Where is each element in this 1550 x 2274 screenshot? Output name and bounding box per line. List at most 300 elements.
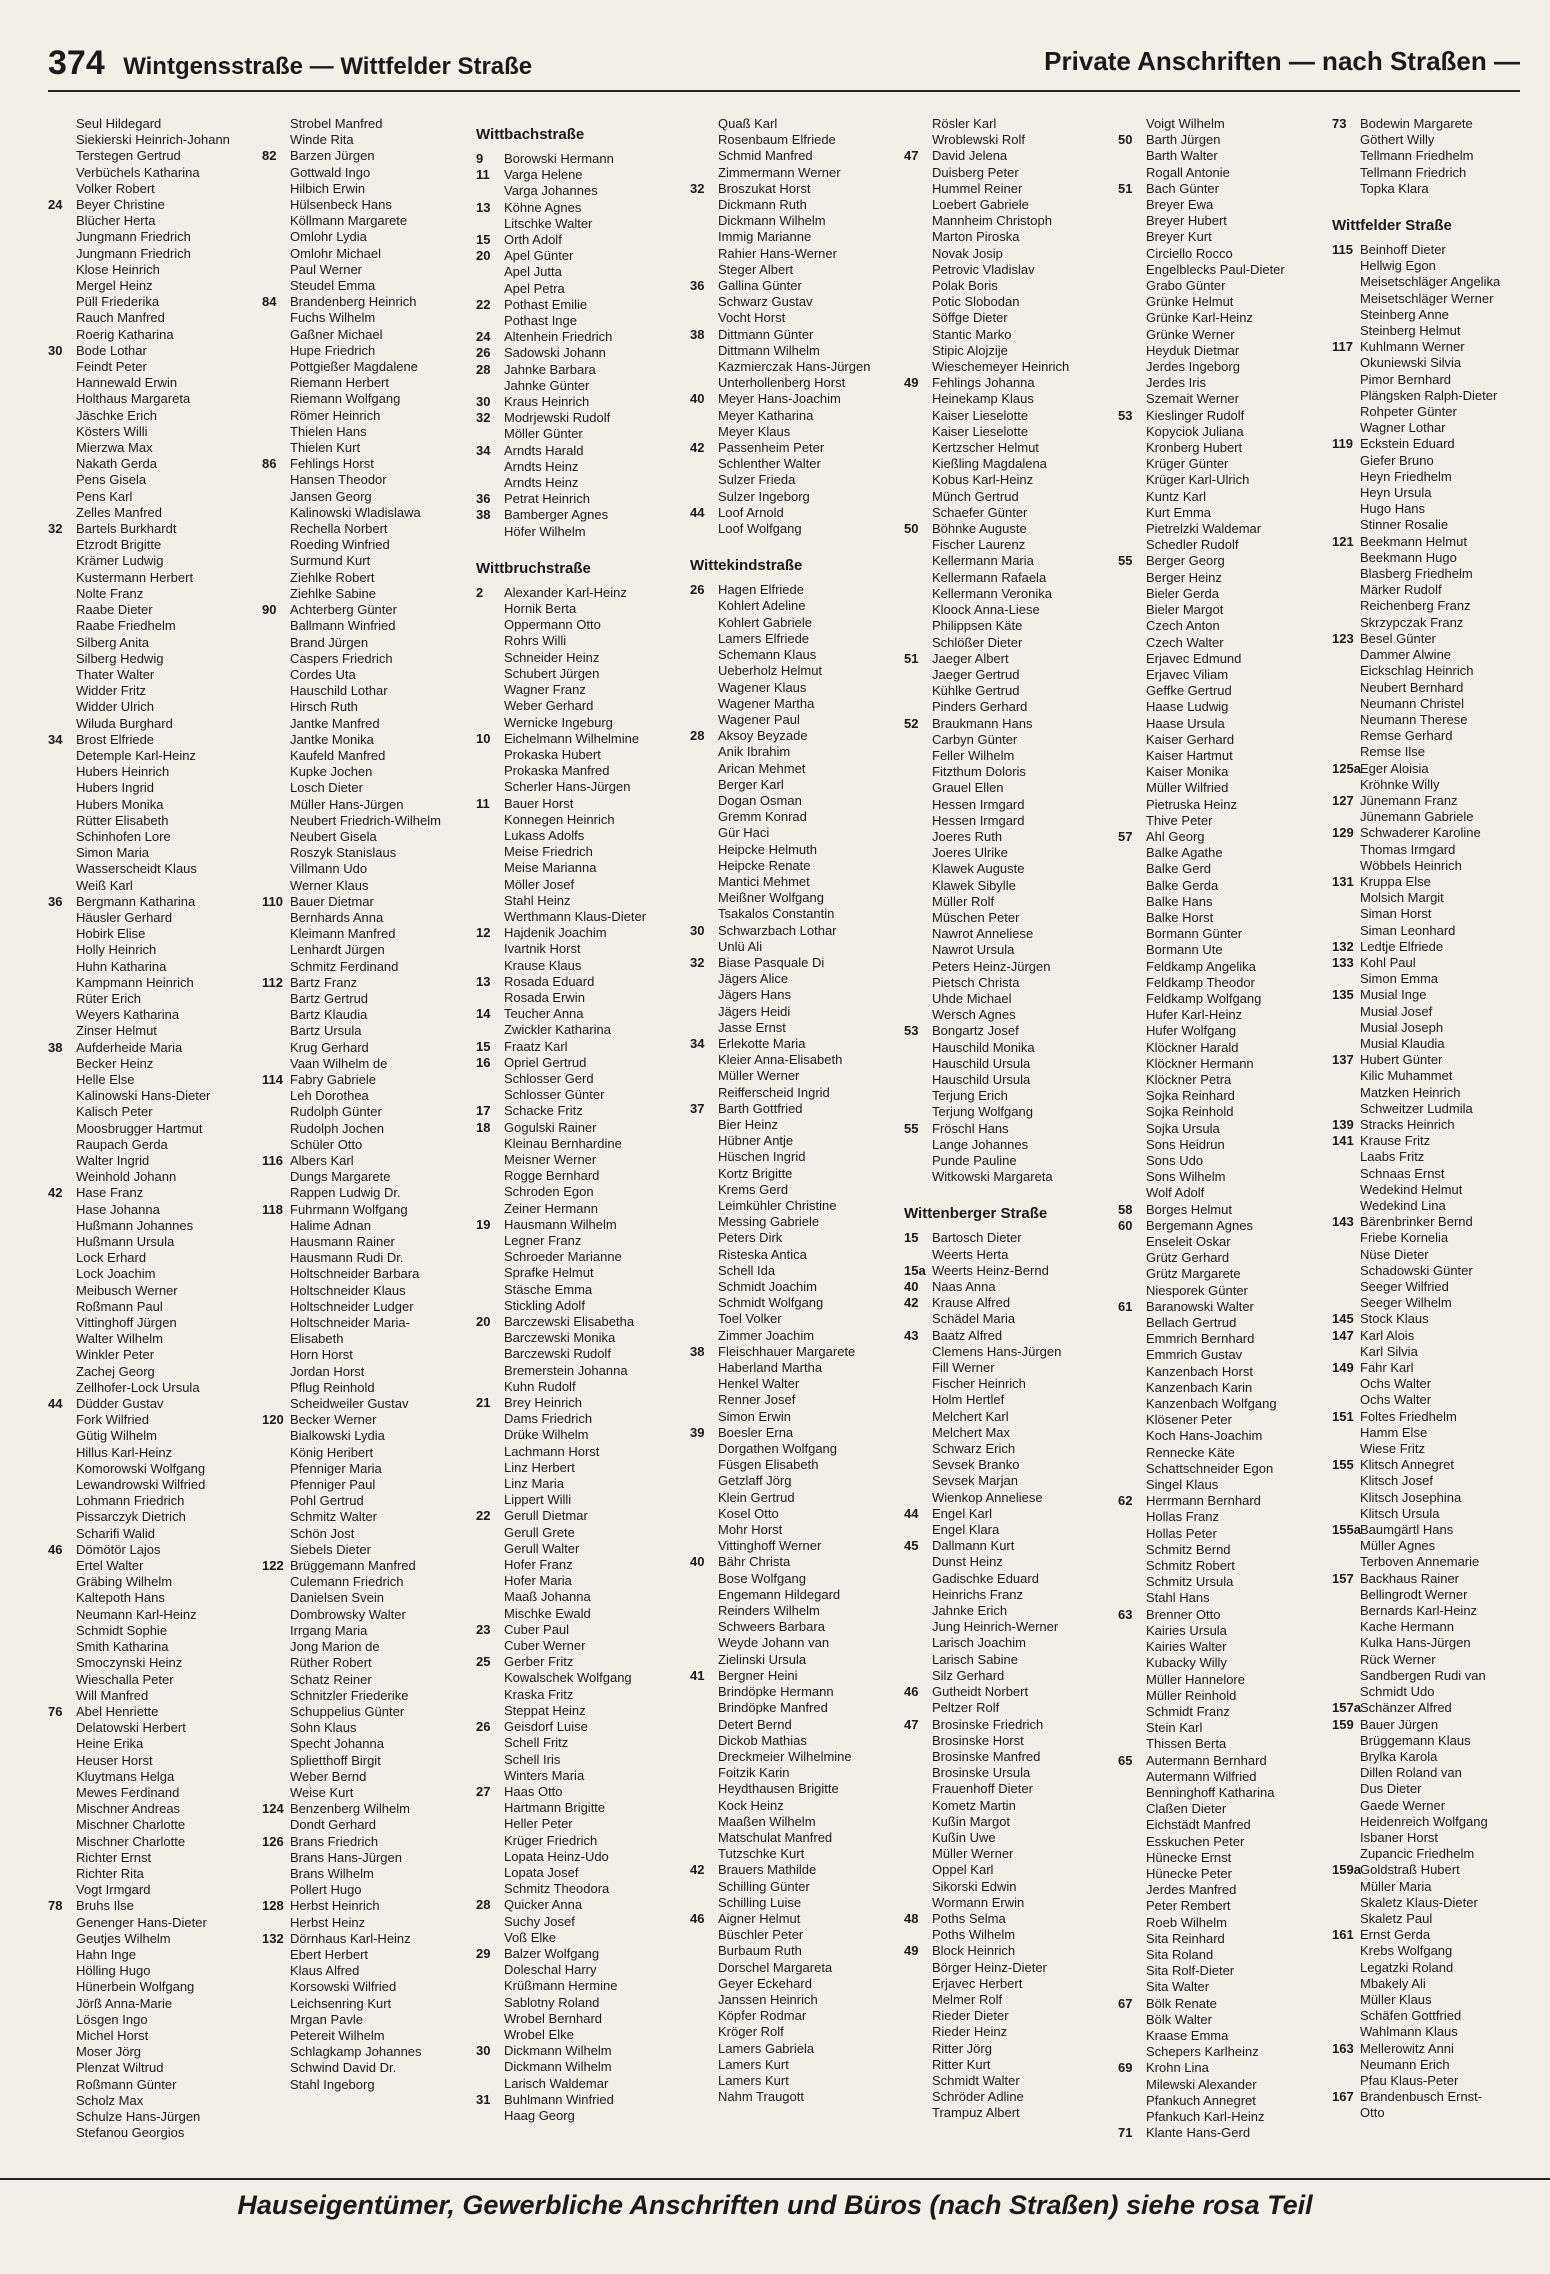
resident-entry [476, 1670, 686, 1686]
house-number: 159a [1332, 1862, 1361, 1878]
resident-entry [262, 1234, 472, 1250]
resident-name: Pfau Klaus-Peter [1360, 2072, 1459, 2088]
house-number: 42 [904, 1295, 919, 1311]
resident-name: Kellermann Maria [932, 553, 1034, 569]
resident-entry [904, 294, 1114, 310]
house-number: 139 [1332, 1116, 1354, 1132]
resident-name: Vogt Irmgard [76, 1882, 151, 1898]
resident-name: Barczewski Elisabetha [504, 1314, 635, 1330]
resident-entry [1118, 748, 1328, 764]
resident-name: Passenheim Peter [718, 440, 825, 456]
resident-name: Stickling Adolf [504, 1297, 585, 1313]
resident-entry [1332, 939, 1542, 955]
house-number: 14 [476, 1006, 491, 1022]
resident-entry [1332, 1490, 1542, 1506]
resident-entry [262, 1477, 472, 1493]
resident-entry [904, 472, 1114, 488]
resident-entry [262, 1396, 472, 1412]
resident-entry [690, 1765, 900, 1781]
resident-name: Köhne Agnes [504, 199, 582, 215]
resident-name: Gerber Fritz [504, 1654, 574, 1670]
resident-entry [476, 1800, 686, 1816]
resident-entry [262, 1672, 472, 1688]
resident-entry [1332, 1166, 1542, 1182]
resident-name: Jerdes Manfred [1146, 1882, 1237, 1898]
resident-entry [1118, 1963, 1328, 1979]
resident-entry [904, 1230, 1114, 1246]
resident-name: Nawrot Ursula [932, 942, 1015, 958]
resident-entry [1118, 1817, 1328, 1833]
resident-entry [1332, 1619, 1542, 1635]
resident-entry [1118, 1704, 1328, 1720]
resident-entry [1118, 197, 1328, 213]
resident-entry [690, 1862, 900, 1878]
resident-entry [48, 1056, 258, 1072]
resident-name: Naas Anna [932, 1279, 996, 1295]
resident-entry [476, 1589, 686, 1605]
resident-entry [1118, 1396, 1328, 1412]
resident-entry [476, 1541, 686, 1557]
resident-entry [48, 262, 258, 278]
resident-name: Hufer Karl-Heinz [1146, 1007, 1243, 1023]
resident-name: Heipcke Helmuth [718, 841, 817, 857]
resident-name: Krüßmann Hermine [504, 1978, 618, 1994]
house-number: 167 [1332, 2089, 1354, 2105]
resident-entry [48, 1412, 258, 1428]
resident-entry [1332, 1603, 1542, 1619]
resident-name: Kußin Uwe [932, 1829, 996, 1845]
resident-name: Jong Marion de [290, 1639, 380, 1655]
resident-entry [476, 1055, 686, 1071]
resident-name: Block Heinrich [932, 1943, 1016, 1959]
resident-entry [690, 874, 900, 890]
resident-entry [476, 1719, 686, 1735]
resident-name: Klitsch Ursula [1360, 1505, 1440, 1521]
resident-name: Biase Pasquale Di [718, 954, 825, 970]
resident-entry [262, 1639, 472, 1655]
resident-name: Bialkowski Lydia [290, 1428, 385, 1444]
resident-name: Polak Boris [932, 278, 998, 294]
resident-entry [1332, 1992, 1542, 2008]
resident-name: Grauel Ellen [932, 780, 1004, 796]
resident-name: Krebs Wolfgang [1360, 1943, 1453, 1959]
resident-name: Lamers Kurt [718, 2056, 789, 2072]
resident-entry [690, 1457, 900, 1473]
resident-name: Drüke Wilhelm [504, 1427, 589, 1443]
resident-name: Okuniewski Silvia [1360, 355, 1462, 371]
resident-name: Kellermann Veronika [932, 585, 1052, 601]
resident-name: Hillus Karl-Heinz [76, 1444, 173, 1460]
resident-entry [262, 699, 472, 715]
resident-entry [476, 1654, 686, 1670]
resident-entry [1332, 566, 1542, 582]
resident-entry [476, 1298, 686, 1314]
resident-name: Balke Gerda [1146, 877, 1219, 893]
resident-entry [262, 553, 472, 569]
resident-entry [1332, 696, 1542, 712]
resident-name: Hupe Friedrich [290, 342, 376, 358]
resident-entry [1332, 534, 1542, 550]
resident-name: Anik Ibrahim [718, 744, 791, 760]
resident-entry [476, 698, 686, 714]
house-number: 32 [690, 954, 705, 970]
resident-name: Schmidt Joachim [718, 1279, 817, 1295]
resident-name: Strobel Manfred [290, 116, 383, 131]
resident-entry [1332, 598, 1542, 614]
resident-entry [262, 602, 472, 618]
resident-entry [476, 1168, 686, 1184]
resident-entry [690, 1911, 900, 1927]
resident-name: Clemens Hans-Jürgen [932, 1343, 1062, 1359]
resident-entry [1118, 1234, 1328, 1250]
resident-name: Zwickler Katharina [504, 1022, 611, 1038]
resident-name: Brenner Otto [1146, 1606, 1221, 1622]
resident-entry [262, 505, 472, 521]
house-number: 44 [690, 504, 705, 520]
resident-name: Boesler Erna [718, 1424, 794, 1440]
house-number: 157a [1332, 1700, 1361, 1716]
resident-name: Baumgärtl Hans [1360, 1522, 1454, 1538]
resident-name: Volker Robert [76, 180, 155, 196]
resident-name: Kubacky Willy [1146, 1655, 1227, 1671]
resident-entry [1332, 323, 1542, 339]
resident-name: Rogge Bernhard [504, 1168, 600, 1184]
resident-entry [48, 1283, 258, 1299]
resident-name: Krüger Karl-Ulrich [1146, 472, 1250, 488]
resident-name: Zachej Georg [76, 1363, 155, 1379]
resident-name: Fuhrmann Wolfgang [290, 1201, 408, 1217]
resident-entry [48, 1007, 258, 1023]
resident-entry [904, 343, 1114, 359]
resident-name: Pollert Hugo [290, 1882, 362, 1898]
resident-name: Schwind David Dr. [290, 2060, 397, 2076]
resident-entry [48, 1234, 258, 1250]
resident-entry [48, 635, 258, 651]
resident-name: Terjung Erich [932, 1088, 1008, 1104]
resident-name: Schnaas Ernst [1360, 1165, 1445, 1181]
resident-entry [262, 570, 472, 586]
resident-entry [690, 521, 900, 537]
resident-entry [904, 278, 1114, 294]
page-header [48, 44, 1520, 92]
house-number: 62 [1118, 1493, 1133, 1509]
resident-name: Dogan Osman [718, 792, 802, 808]
resident-name: Pottgießer Magdalene [290, 359, 418, 375]
resident-name: Geffke Gertrud [1146, 683, 1232, 699]
house-number: 24 [48, 197, 63, 213]
resident-entry [1332, 761, 1542, 777]
resident-entry [1118, 213, 1328, 229]
resident-entry [904, 1992, 1114, 2008]
resident-entry [690, 1311, 900, 1327]
resident-name: Brylka Karola [1360, 1748, 1438, 1764]
resident-name: Milewski Alexander [1146, 2076, 1257, 2092]
resident-entry [48, 1720, 258, 1736]
resident-name: Lukass Adolfs [504, 827, 585, 843]
resident-name: Krüger Friedrich [504, 1832, 598, 1848]
resident-name: Doleschal Harry [504, 1962, 597, 1978]
resident-name: Elisabeth [290, 1331, 344, 1347]
resident-entry [262, 2012, 472, 2028]
resident-name: Müller Werner [932, 1846, 1014, 1862]
resident-name: Hünecke Peter [1146, 1865, 1232, 1881]
resident-entry [262, 1785, 472, 1801]
resident-entry [262, 780, 472, 796]
resident-entry [1118, 1639, 1328, 1655]
resident-entry [904, 116, 1114, 132]
resident-name: Roszyk Stanislaus [290, 845, 397, 861]
resident-name: Hagen Elfriede [718, 582, 804, 598]
house-number: 26 [690, 582, 705, 598]
resident-name: Foltes Friedhelm [1360, 1408, 1457, 1424]
resident-name: Klösener Peter [1146, 1412, 1232, 1428]
resident-entry [1332, 1668, 1542, 1684]
resident-name: Foitzik Karin [718, 1765, 790, 1781]
resident-name: David Jelena [932, 148, 1008, 164]
house-number: 23 [476, 1621, 491, 1637]
resident-name: Rosenbaum Elfriede [718, 132, 836, 148]
resident-name: Lamers Kurt [718, 2072, 789, 2088]
resident-name: Erlekotte Maria [718, 1035, 806, 1051]
resident-entry [1118, 2109, 1328, 2125]
resident-name: Bormann Ute [1146, 942, 1223, 958]
resident-name: Kleinau Bernhardine [504, 1135, 622, 1151]
resident-name: Kupke Jochen [290, 764, 373, 780]
resident-name: Müller Agnes [1360, 1538, 1436, 1554]
resident-name: Bartels Burkhardt [76, 521, 177, 537]
resident-entry [1118, 910, 1328, 926]
resident-name: Helle Else [76, 1071, 135, 1087]
resident-entry [48, 878, 258, 894]
resident-entry [1118, 1364, 1328, 1380]
resident-name: Schlößer Dieter [932, 634, 1023, 650]
resident-name: Scherler Hans-Jürgen [504, 779, 631, 795]
resident-entry [904, 748, 1114, 764]
resident-name: Petrovic Vladislav [932, 261, 1035, 277]
resident-name: Jahnke Günter [504, 377, 590, 393]
resident-entry [476, 1395, 686, 1411]
resident-name: Larisch Waldemar [504, 2075, 609, 2091]
resident-name: Füsgen Elisabeth [718, 1457, 819, 1473]
resident-entry [690, 696, 900, 712]
resident-name: Wedekind Lina [1360, 1198, 1446, 1213]
resident-entry [48, 894, 258, 910]
resident-name: Frauenhoff Dieter [932, 1781, 1033, 1797]
resident-entry [1118, 1104, 1328, 1120]
resident-name: Brosinske Manfred [932, 1748, 1041, 1764]
resident-name: Giefer Bruno [1360, 452, 1434, 468]
resident-name: Klitsch Josephina [1360, 1489, 1462, 1505]
house-number: 147 [1332, 1327, 1354, 1343]
resident-name: Gür Haci [718, 825, 770, 841]
resident-entry [1118, 1445, 1328, 1461]
resident-entry [48, 294, 258, 310]
house-number: 41 [690, 1667, 705, 1683]
resident-name: Bieler Margot [1146, 602, 1224, 618]
resident-entry [48, 116, 258, 132]
resident-name: Omlohr Michael [290, 245, 382, 261]
resident-entry [904, 699, 1114, 715]
resident-name: Teucher Anna [504, 1006, 584, 1022]
resident-name: Singel Klaus [1146, 1477, 1219, 1493]
resident-entry [1332, 890, 1542, 906]
resident-name: Schroden Egon [504, 1184, 594, 1200]
resident-name: Quaß Karl [718, 116, 778, 131]
resident-name: Terjung Wolfgang [932, 1104, 1033, 1120]
resident-name: Wedekind Helmut [1360, 1181, 1463, 1197]
resident-name: Beyer Christine [76, 197, 165, 213]
resident-entry [1332, 307, 1542, 323]
resident-name: Matzken Heinrich [1360, 1084, 1461, 1100]
resident-name: Schlosser Gerd [504, 1070, 594, 1086]
resident-name: Paul Werner [290, 261, 363, 277]
resident-entry [48, 1169, 258, 1185]
resident-name: Ledtje Elfriede [1360, 938, 1444, 954]
house-number: 17 [476, 1103, 491, 1119]
resident-entry [1118, 505, 1328, 521]
resident-entry [262, 1574, 472, 1590]
resident-entry [690, 1927, 900, 1943]
resident-entry [904, 1879, 1114, 1895]
resident-entry [476, 958, 686, 974]
resident-entry [690, 472, 900, 488]
resident-name: Rudolph Günter [290, 1104, 382, 1120]
resident-entry [1118, 2093, 1328, 2109]
resident-name: Bauer Jürgen [1360, 1716, 1439, 1732]
resident-entry [262, 1056, 472, 1072]
street-heading: Wittekindstraße [690, 557, 803, 575]
resident-name: Dungs Margarete [290, 1169, 391, 1185]
resident-entry [690, 1409, 900, 1425]
resident-name: Sevsek Branko [932, 1457, 1020, 1473]
resident-name: Kösters Willi [76, 423, 148, 439]
resident-entry [1118, 1769, 1328, 1785]
house-number: 58 [1118, 1201, 1133, 1217]
street-heading: Wittfelder Straße [1332, 217, 1452, 235]
resident-name: Grünke Karl-Heinz [1146, 310, 1253, 326]
resident-entry [904, 391, 1114, 407]
resident-name: Wagner Lothar [1360, 420, 1446, 436]
resident-entry [904, 375, 1114, 391]
resident-entry [1118, 1996, 1328, 2012]
resident-name: Blasberg Friedhelm [1360, 566, 1473, 582]
resident-entry [262, 1380, 472, 1396]
resident-entry [904, 229, 1114, 245]
resident-name: Barth Jürgen [1146, 132, 1221, 148]
house-number: 46 [904, 1684, 919, 1700]
resident-entry [1118, 1412, 1328, 1428]
resident-entry [476, 1411, 686, 1427]
resident-entry [1332, 1846, 1542, 1862]
resident-entry [904, 1587, 1114, 1603]
resident-name: Voß Elke [504, 1929, 557, 1945]
resident-name: Schuppelius Günter [290, 1703, 405, 1719]
resident-name: Brosinske Horst [932, 1732, 1024, 1748]
resident-entry [904, 553, 1114, 569]
resident-entry [904, 148, 1114, 164]
resident-entry [262, 1072, 472, 1088]
resident-name: Maaßen Wilhelm [718, 1813, 816, 1829]
resident-name: Pothast Emilie [504, 296, 588, 312]
house-number: 15 [476, 1038, 491, 1054]
resident-name: Heinekamp Klaus [932, 391, 1034, 407]
page-number: 374 [48, 44, 105, 82]
house-number: 51 [904, 650, 919, 666]
resident-name: Rüther Robert [290, 1655, 372, 1671]
house-number: 20 [476, 248, 491, 264]
resident-entry [904, 2089, 1114, 2105]
resident-entry [262, 764, 472, 780]
resident-entry [262, 1250, 472, 1266]
resident-entry [1118, 716, 1328, 732]
resident-name: Müller Maria [1360, 1878, 1432, 1894]
resident-name: Vaan Wilhelm de [290, 1055, 388, 1071]
resident-name: Philippsen Käte [932, 618, 1023, 634]
resident-entry [1118, 1428, 1328, 1444]
resident-entry [262, 748, 472, 764]
resident-entry [262, 1704, 472, 1720]
resident-entry [1118, 2125, 1328, 2141]
resident-entry [1332, 1733, 1542, 1749]
resident-name: Nawrot Anneliese [932, 926, 1034, 942]
resident-name: Seeger Wilfried [1360, 1279, 1449, 1295]
house-number: 124 [262, 1801, 284, 1817]
resident-entry [262, 1007, 472, 1023]
resident-name: Neubert Friedrich-Wilhelm [290, 812, 441, 828]
resident-entry [904, 602, 1114, 618]
resident-entry [1332, 582, 1542, 598]
resident-name: Joeres Ulrike [932, 845, 1008, 861]
resident-entry [904, 1137, 1114, 1153]
resident-name: Meyer Katharina [718, 407, 814, 423]
resident-entry [1118, 2077, 1328, 2093]
house-number: 151 [1332, 1408, 1354, 1424]
house-number: 26 [476, 345, 491, 361]
resident-name: Wiese Fritz [1360, 1441, 1425, 1457]
resident-entry [904, 959, 1114, 975]
resident-name: Mbakely Ali [1360, 1975, 1426, 1991]
resident-name: Winde Rita [290, 132, 354, 148]
resident-entry [262, 1299, 472, 1315]
resident-name: Widder Ulrich [76, 699, 155, 715]
resident-entry [48, 1202, 258, 1218]
resident-entry [1332, 744, 1542, 760]
resident-name: Weber Bernd [290, 1768, 367, 1784]
resident-entry [1332, 825, 1542, 841]
resident-name: Lock Joachim [76, 1266, 156, 1282]
resident-name: Berger Georg [1146, 553, 1225, 569]
resident-entry [904, 618, 1114, 634]
resident-entry [48, 1558, 258, 1574]
resident-entry [1118, 1331, 1328, 1347]
resident-entry [476, 1217, 686, 1233]
resident-name: Erjavec Herbert [932, 1975, 1023, 1991]
resident-entry [904, 2008, 1114, 2024]
house-number: 137 [1332, 1052, 1354, 1068]
house-number: 115 [1332, 242, 1353, 258]
resident-entry [48, 1963, 258, 1979]
resident-name: Krause Alfred [932, 1295, 1011, 1311]
resident-name: Wolf Adolf [1146, 1185, 1205, 1201]
resident-entry [690, 1295, 900, 1311]
resident-name: Hugo Hans [1360, 501, 1426, 517]
resident-name: Neumann Karl-Heinz [76, 1606, 197, 1622]
street-heading: Wittbruchstraße [476, 559, 591, 577]
resident-entry [476, 1752, 686, 1768]
resident-entry [1332, 165, 1542, 181]
resident-entry [48, 408, 258, 424]
resident-name: Schacke Fritz [504, 1103, 583, 1119]
